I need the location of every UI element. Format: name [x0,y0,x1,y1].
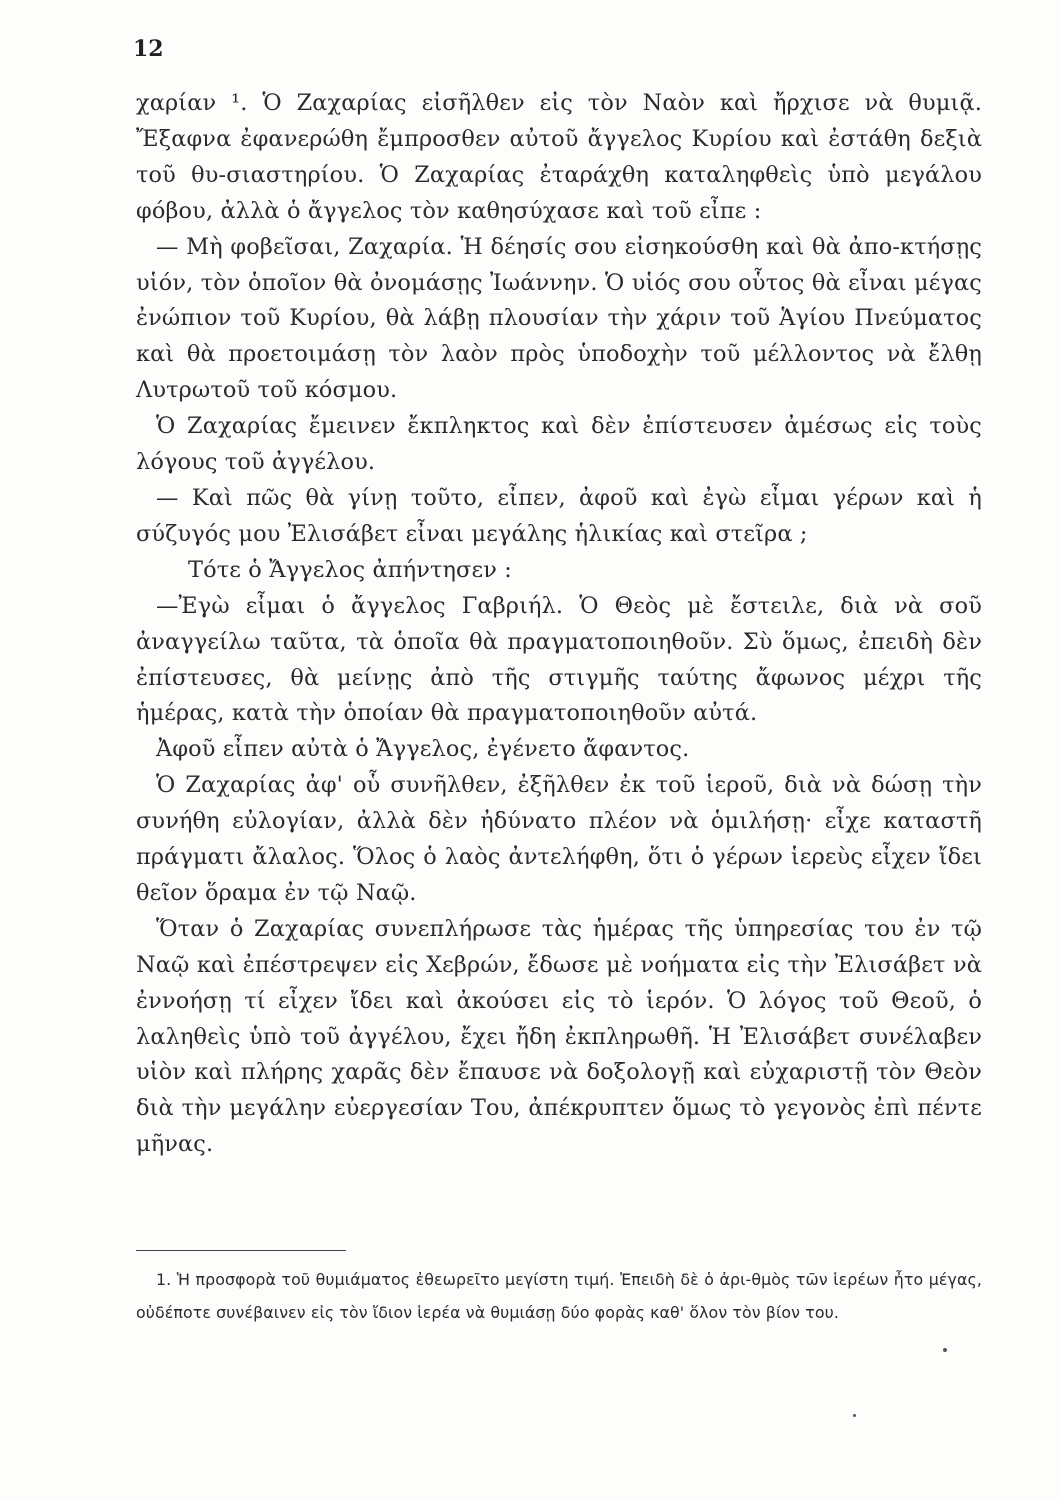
footnote-text: 1. Ἡ προσφορὰ τοῦ θυμιάματος ἐθεωρεῖτο μεγίστη τιμή. Ἐπειδὴ δὲ ὁ ἀρι-θμὸς τῶν ἱερέων ἦτο μέγας, οὐδέποτε συνέβαινεν εἰς τὸν ἴδιον ἱερέα νὰ θυμιάσῃ δύο φορὰς καθ' ὅλον τὸν βίον του. [136,1270,982,1322]
paragraph-9: Ὅταν ὁ Ζαχαρίας συνεπλήρωσε τὰς ἡμέρας τῆς ὑπηρεσίας του ἐν τῷ Ναῷ καὶ ἐπέστρεψεν εἰς Χεβρών, ἔδωσε μὲ νοήματα εἰς τὴν Ἐλισάβετ νὰ ἐννοήσῃ τί εἶχεν ἴδει καὶ ἀκούσει εἰς τὸ ἱερόν. Ὁ λόγος τοῦ Θεοῦ, ὁ λαληθεὶς ὑπὸ τοῦ ἀγγέλου, ἔχει ἤδη ἐκπληρωθῆ. Ἡ Ἐλισάβετ συνέλαβεν υἱὸν καὶ πλήρης χαρᾶς δὲν ἔπαυσε νὰ δοξολογῇ καὶ εὐχαριστῇ τὸν Θεὸν διὰ τὴν μεγάλην εὐεργεσίαν Του, ἀπέκρυπτεν ὅμως τὸ γεγονὸς ἐπὶ πέντε μῆνας. [136,915,982,1158]
paragraph-5: Τότε ὁ Ἄγγελος ἀπήντησεν : [188,556,512,583]
paragraph-2: — Μὴ φοβεῖσαι, Ζαχαρία. Ἡ δέησίς σου εἰσηκούσθη καὶ θὰ ἀπο-κτήσῃς υἱόν, τὸν ὁποῖον θὰ ὀνομάσῃς Ἰωάννην. Ὁ υἱός σου οὗτος θὰ εἶναι μέγας ἐνώπιον τοῦ Κυρίου, θὰ λάβῃ πλουσίαν τὴν χάριν τοῦ Ἁγίου Πνεύματος καὶ θὰ προετοιμάσῃ τὸν λαὸν πρὸς ὑποδοχὴν τοῦ μέλλοντος νὰ ἔλθῃ Λυτρωτοῦ τοῦ κόσμου. [136,233,982,404]
paragraph-6: —Ἐγὼ εἶμαι ὁ ἄγγελος Γαβριήλ. Ὁ Θεὸς μὲ ἔστειλε, διὰ νὰ σοῦ ἀναγγείλω ταῦτα, τὰ ὁποῖα θὰ πραγματοποιηθοῦν. Σὺ ὅμως, ἐπειδὴ δὲν ἐπίστευσες, θὰ μείνῃς ἀπὸ τῆς στιγμῆς ταύτης ἄφωνος μέχρι τῆς ἡμέρας, κατὰ τὴν ὁποίαν θὰ πραγματοποιηθοῦν αὐτά. [136,592,982,727]
footnote [136,1264,982,1329]
paragraph-7: Ἀφοῦ εἶπεν αὐτὰ ὁ Ἄγγελος, ἐγένετο ἄφαντος. [156,736,690,763]
print-speck [943,1348,947,1352]
paragraph-1: χαρίαν ¹. Ὁ Ζαχαρίας εἰσῆλθεν εἰς τὸν Ναὸν καὶ ἤρχισε νὰ θυμιᾷ. Ἔξαφνα ἐφανερώθη ἔμπροσθεν αὐτοῦ ἄγγελος Κυρίου καὶ ἐστάθη δεξιὰ τοῦ θυ-σιαστηρίου. Ὁ Ζαχαρίας ἐταράχθη καταληφθεὶς ὑπὸ μεγάλου φόβου, ἀλλὰ ὁ ἄγγελος τὸν καθησύχασε καὶ τοῦ εἶπε : [136,90,982,224]
footnote-divider [136,1250,346,1251]
paragraph-3: Ὁ Ζαχαρίας ἔμεινεν ἔκπληκτος καὶ δὲν ἐπίστευσεν ἀμέσως εἰς τοὺς λόγους τοῦ ἀγγέλου. [136,413,982,476]
print-speck [853,1414,856,1417]
paragraph-4: — Καὶ πῶς θὰ γίνῃ τοῦτο, εἶπεν, ἀφοῦ καὶ ἐγὼ εἶμαι γέρων καὶ ἡ σύζυγός μου Ἐλισάβετ εἶναι μεγάλης ἡλικίας καὶ στεῖρα ; [136,484,982,547]
page-number: 12 [133,36,164,62]
body-text [136,86,982,1163]
paragraph-8: Ὁ Ζαχαρίας ἀφ' οὗ συνῆλθεν, ἐξῆλθεν ἐκ τοῦ ἱεροῦ, διὰ νὰ δώσῃ τὴν συνήθη εὐλογίαν, ἀλλὰ δὲν ἠδύνατο πλέον νὰ ὁμιλήσῃ· εἶχε καταστῆ πράγματι ἄλαλος. Ὅλος ὁ λαὸς ἀντελήφθη, ὅτι ὁ γέρων ἱερεὺς εἶχεν ἴδει θεῖον ὅραμα ἐν τῷ Ναῷ. [136,772,982,906]
